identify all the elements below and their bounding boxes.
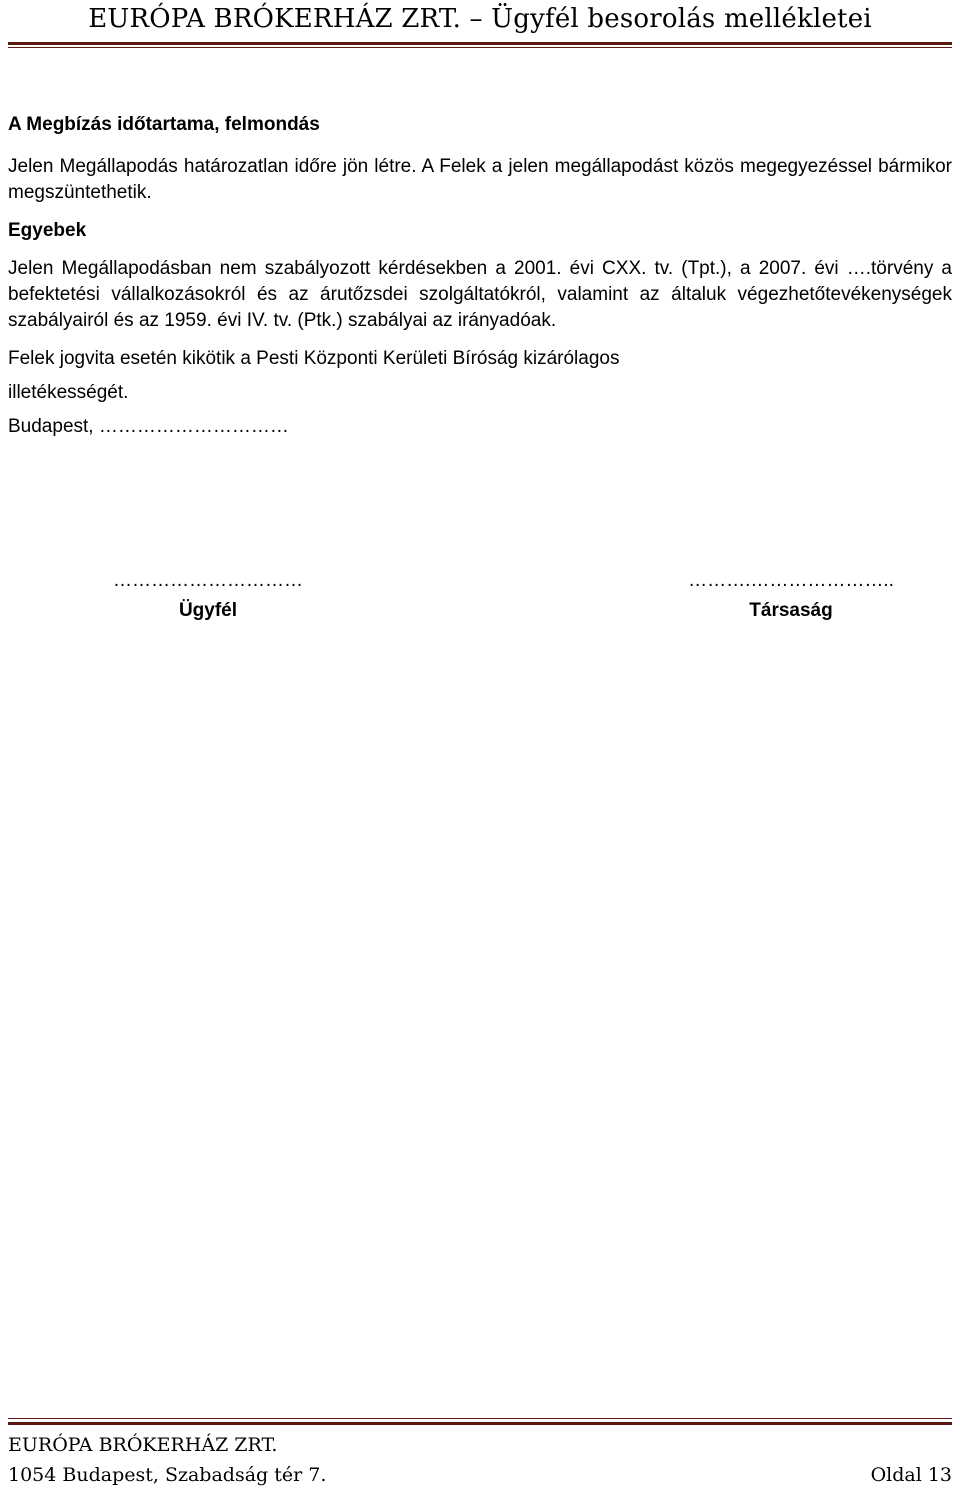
header-divider-thin: [8, 47, 952, 48]
jurisdiction-line-2: illetékességét.: [8, 382, 129, 403]
signature-line-company: ……….…………………..: [688, 570, 894, 591]
footer-divider-thin: [8, 1418, 952, 1419]
page-footer: [8, 1430, 952, 1490]
signature-client: [108, 566, 308, 626]
section-heading-other: Egyebek: [8, 220, 87, 241]
place-date: Budapest, …………………………: [8, 416, 289, 437]
signature-label-client: Ügyfél: [178, 600, 238, 621]
footer-page-number: Oldal 13: [870, 1464, 952, 1486]
signature-row: [0, 566, 960, 626]
document-body: [8, 112, 952, 440]
section-heading-term: A Megbízás időtartama, felmondás: [8, 114, 320, 135]
footer-address: 1054 Budapest, Szabadság tér 7.: [8, 1464, 327, 1486]
signature-label-company: Társaság: [749, 600, 833, 621]
footer-company: EURÓPA BRÓKERHÁZ ZRT.: [8, 1434, 278, 1456]
jurisdiction-line-1: Felek jogvita esetén kikötik a Pesti Központi Kerületi Bíróság kizárólagos: [8, 348, 620, 369]
signature-line-client: …………………………: [113, 570, 303, 591]
other-paragraph: Jelen Megállapodásban nem szabályozott kérdésekben a 2001. évi CXX. tv. (Tpt.), a 2007. évi ….törvény a befektetési vállalkozásokról és az árutőzsdei szolgáltatókról, valamint az általuk végezhetőtevékenységek szabályairól és az 1959. évi IV. tv. (Ptk.) szabályai az irányadóak.: [8, 258, 952, 331]
header-divider: [8, 42, 952, 45]
page-header-title: EURÓPA BRÓKERHÁZ ZRT. – Ügyfél besorolás mellékletei: [88, 4, 872, 34]
term-paragraph: Jelen Megállapodás határozatlan időre jön létre. A Felek a jelen megállapodást közös megegyezéssel bármikor megszüntethetik.: [8, 156, 952, 203]
signature-company: [666, 566, 916, 626]
footer-divider: [8, 1422, 952, 1425]
